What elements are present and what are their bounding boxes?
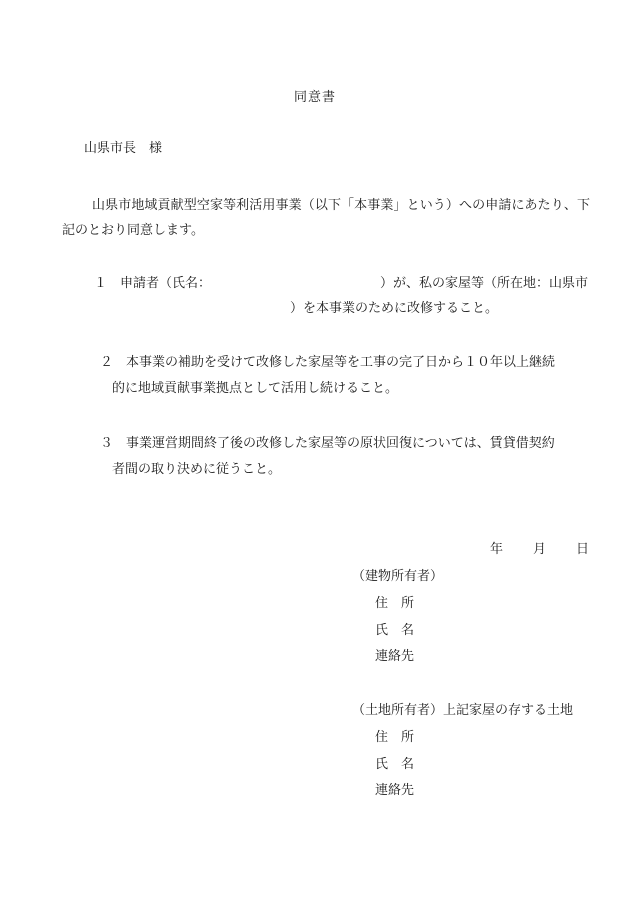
- date-year-label: 年: [490, 542, 504, 557]
- date-month-label: 月: [533, 542, 547, 557]
- building-owner-contact-label: 連絡先: [375, 649, 415, 664]
- land-owner-name-label: 氏 名: [375, 757, 415, 772]
- item-3-line-1: ３ 事業運営期間終了後の改修した家屋等の原状回復については、賃貸借契約: [100, 436, 555, 451]
- intro-paragraph: 山県市地域貢献型空家等利活用事業（以下「本事業」という）への申請にあたり、下記のとおり同意します。: [62, 198, 590, 238]
- item-2-line-1: ２ 本事業の補助を受けて改修した家屋等を工事の完了日から１０年以上継続: [100, 355, 556, 370]
- document-title: 同意書: [293, 90, 336, 105]
- item-1-line-1-suffix: ）が、私の家屋等（所在地：山県市: [379, 276, 588, 291]
- item-1-line-1-prefix: １ 申請者（氏名：: [94, 276, 212, 291]
- date-day-label: 日: [576, 542, 590, 557]
- land-owner-heading: （土地所有者）上記家屋の存する土地: [352, 703, 574, 718]
- building-owner-address-label: 住 所: [375, 596, 415, 611]
- land-owner-contact-label: 連絡先: [375, 783, 415, 798]
- item-3-line-2: 者間の取り決めに従うこと。: [112, 462, 282, 477]
- building-owner-heading: （建物所有者）: [352, 569, 444, 584]
- addressee: 山県市長 様: [84, 141, 163, 156]
- item-2-line-2: 的に地域貢献事業拠点として活用し続けること。: [112, 381, 399, 396]
- land-owner-address-label: 住 所: [375, 730, 415, 745]
- item-1-line-2: ）を本事業のために改修すること。: [290, 301, 499, 316]
- building-owner-name-label: 氏 名: [375, 623, 415, 638]
